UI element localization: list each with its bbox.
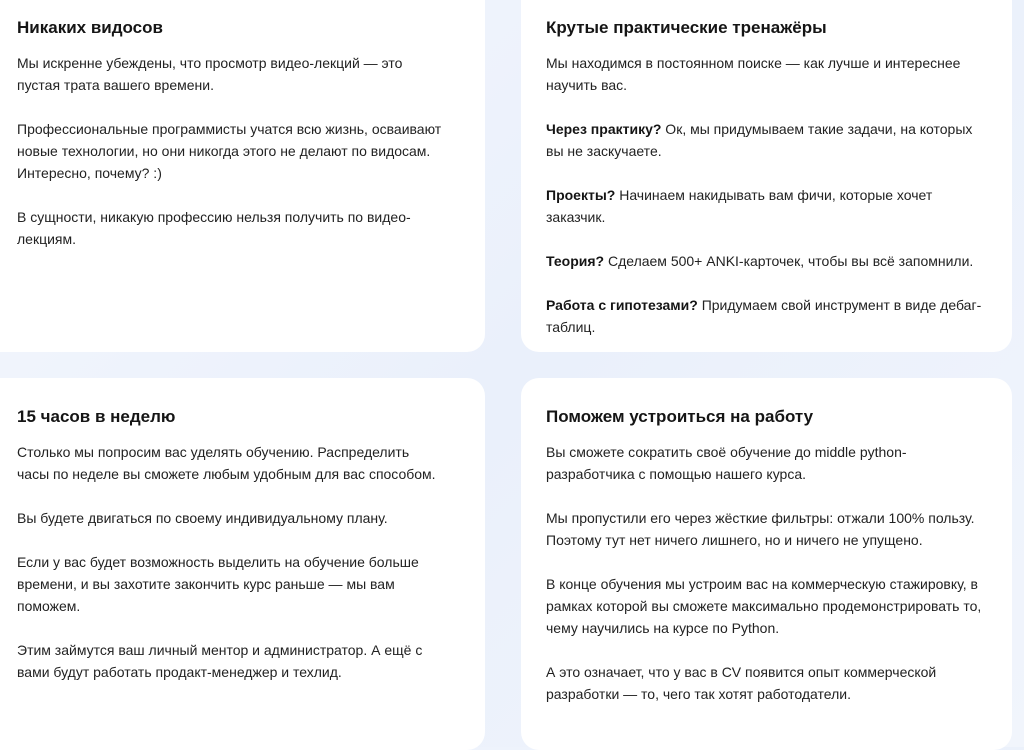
card-intro: Мы находимся в постоянном поиске — как лучше и интереснее научить вас. — [546, 55, 961, 93]
card-paragraph: Мы пропустили его через жёсткие фильтры: отжали 100% пользу. Поэтому тут нет ничего лишнего, но и ничего не упущено. — [546, 510, 975, 548]
card-title: 15 часов в неделю — [17, 407, 176, 426]
card-15-hours — [0, 378, 485, 750]
card-item-practice — [546, 118, 982, 162]
card-paragraph: Мы искренне убеждены, что просмотр видео-лекций — это пустая трата вашего времени. — [17, 55, 403, 93]
card-paragraph: Столько мы попросим вас уделять обучению. Распределить часы по неделе вы сможете любым удобным для вас способом. — [17, 444, 436, 482]
card-item-theory — [546, 250, 982, 272]
item-text: Придумаем свой инструмент в виде дебаг-таблиц. — [546, 297, 982, 335]
card-title: Никаких видосов — [17, 18, 163, 37]
card-paragraph: Этим займутся ваш личный ментор и администратор. А ещё с вами будут работать продакт-менеджер и техлид. — [17, 642, 423, 680]
card-paragraph: Вы сможете сократить своё обучение до middle python-разработчика с помощью нашего курса. — [546, 444, 907, 482]
item-text: Сделаем 500+ ANKI-карточек, чтобы вы всё запомнили. — [604, 253, 974, 269]
card-practical-trainers — [521, 0, 1012, 352]
card-title: Крутые практические тренажёры — [546, 18, 827, 37]
item-text: Ок, мы придумываем такие задачи, на которых вы не заскучаете. — [546, 121, 973, 159]
item-lead: Через практику? — [546, 121, 662, 137]
item-lead: Работа с гипотезами? — [546, 297, 698, 313]
card-title: Поможем устроиться на работу — [546, 407, 814, 426]
item-text: Начинаем накидывать вам фичи, которые хочет заказчик. — [546, 187, 933, 225]
card-no-videos — [0, 0, 485, 352]
card-job-help — [521, 378, 1012, 750]
card-paragraph: А это означает, что у вас в CV появится опыт коммерческой разработки — то, чего так хотят работодатели. — [546, 664, 937, 702]
card-item-hypotheses — [546, 294, 982, 338]
card-paragraph: В конце обучения мы устроим вас на коммерческую стажировку, в рамках которой вы сможете максимально продемонстрировать то, чему научились на курсе по Python. — [546, 576, 982, 636]
item-lead: Теория? — [546, 253, 605, 269]
card-paragraph: Если у вас будет возможность выделить на обучение больше времени, и вы захотите закончить курс раньше — мы вам поможем. — [17, 554, 419, 614]
card-paragraph: Профессиональные программисты учатся всю жизнь, осваивают новые технологии, но они никогда этого не делают по видосам. Интересно, почему? :) — [17, 121, 442, 181]
card-item-projects — [546, 184, 982, 228]
card-paragraph: Вы будете двигаться по своему индивидуальному плану. — [17, 510, 388, 526]
item-lead: Проекты? — [546, 187, 616, 203]
card-paragraph: В сущности, никакую профессию нельзя получить по видео-лекциям. — [17, 209, 411, 247]
